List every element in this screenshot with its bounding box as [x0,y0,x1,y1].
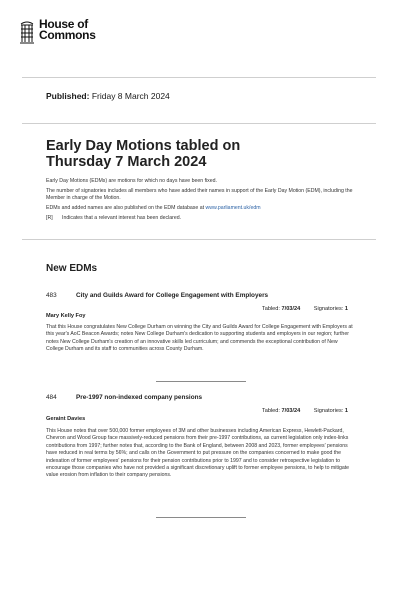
signatories-label: Signatories: [313,408,344,414]
published-line [46,91,170,101]
divider-top [22,77,376,78]
title-line-2: Thursday 7 March 2024 [46,154,207,170]
tabled-date: 7/03/24 [281,408,301,414]
edm-title: Pre-1997 non-indexed company pensions [76,394,203,401]
edm-separator [156,517,246,518]
interest-tag: [R] [46,215,53,222]
edm-member: Geraint Davies [46,416,86,422]
logo-line-1: House of [39,17,88,31]
divider-title [22,123,376,124]
intro-paragraph-1: Early Day Motions (EDMs) are motions for which no days have been fixed. [46,178,217,184]
page-title [46,138,346,170]
interest-tag-explanation: Indicates that a relevant interest has been declared. [62,215,182,222]
edm-heading [46,394,356,402]
edm-database-link[interactable]: www.parliament.uk/edm [205,205,261,212]
edm-separator [156,381,246,382]
house-of-commons-logo [19,19,96,45]
signatories-count: 1 [344,306,348,312]
portcullis-icon [19,19,35,45]
logo-line-2: Commons [39,28,96,42]
intro-database-text: EDMs and added names are also published on the EDM database at [46,205,205,212]
signatories-label: Signatories: [313,306,344,312]
edm-number: 484 [46,394,57,401]
tabled-label: Tabled: [261,408,280,414]
edm-text: That this House congratulates New College Durham on winning the City and Guilds Award for College Engagement with Employers at this year's AoC Beacon Awards; notes New College Durham's dedication to supporting students and employers in our region; further notes New College Durham's creation of an innovative skills led curriculum; and commends the exceptional contribution of New College Durham and its staff to communities across County Durham. [46,324,353,353]
intro-paragraph-2: The number of signatories includes all members who have added their names in support of the Early Day Motion (EDM), including the Member in charge of the Motion. [46,187,353,202]
edm-heading [46,292,356,300]
section-heading-new-edms: New EDMs [46,263,98,274]
edm-member: Mary Kelly Foy [46,313,86,319]
tabled-label: Tabled: [261,306,280,312]
signatories-count: 1 [344,408,348,414]
edm-tabled-info [262,306,348,312]
intro-paragraph-3 [46,205,356,212]
published-label: Published: [46,91,90,101]
title-line-1: Early Day Motions tabled on [46,138,241,154]
edm-tabled-info [262,408,348,414]
divider-section [22,239,376,240]
logo-wordmark [39,19,96,41]
edm-title: City and Guilds Award for College Engagement with Employers [76,292,269,299]
edm-text: This House notes that over 500,000 former employees of 3M and other businesses including American Express, Hewlett-Packard, Chevron and Wood Group face massively-reduced pensions from their pre-1997 contributions, as current legislation only index-links contributions from 1997; further notes that, according to the Bank of England, between 2008 and 2023, former employees' pensions have reduced in real terms by 56%; and calls on the Government to put pressure on the companies concerned to make good the indexation of former employees' pensions for their pension contributions prior to 1997 and to consider retrospective legislation to encourage those companies who have not provided a significant discretionary uplift to former employee pensions, to help to mitigate value erosion from inflation to their company pensions. [46,428,350,479]
published-date: Friday 8 March 2024 [91,91,170,101]
edm-number: 483 [46,292,57,299]
intro-paragraph-4 [46,215,356,222]
tabled-date: 7/03/24 [281,306,301,312]
intro-notes [46,178,356,225]
